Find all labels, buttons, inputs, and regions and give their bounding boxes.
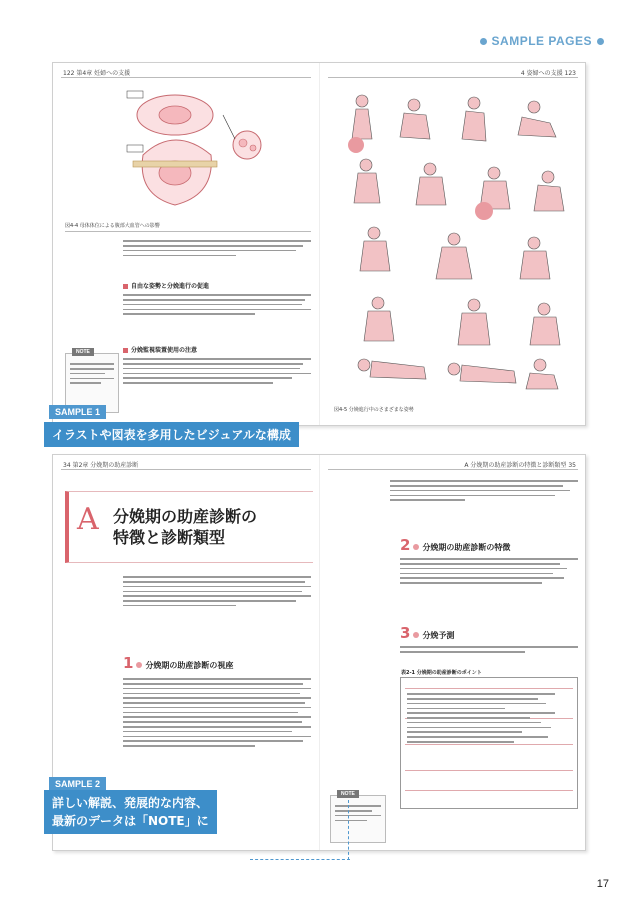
- table-text: [407, 690, 571, 806]
- subsection-number: 3: [400, 624, 411, 642]
- connector-line: [348, 800, 349, 860]
- subsection-number: 1: [123, 654, 134, 672]
- diagram-shapes: [133, 95, 261, 205]
- page-number-left: 122: [63, 70, 75, 77]
- spread1-left-page: [53, 63, 319, 425]
- rule: [328, 469, 578, 470]
- dot-icon: [136, 662, 142, 668]
- subsection-title: 分娩予測: [422, 631, 455, 640]
- chapter-title-line2: 特徴と診断類型: [113, 528, 226, 547]
- figure-caption-right: 図4-5 分娩進行中のさまざまな姿勢: [334, 407, 414, 413]
- note-text: [335, 802, 381, 838]
- chapter-title: [113, 506, 257, 548]
- rule: [328, 77, 578, 78]
- note-box: [330, 791, 386, 843]
- body-text-block: [400, 643, 578, 667]
- right-runhead: [464, 460, 576, 469]
- runhead-text: 第4章 妊婦への支援: [76, 70, 131, 77]
- spread2-right-page: [319, 455, 586, 850]
- page-number-right: 123: [564, 70, 576, 77]
- chapter-title-line1: 分娩期の助産診断の: [113, 507, 258, 526]
- page-number-right: 35: [568, 462, 576, 469]
- spread1-right-page: [319, 63, 586, 425]
- dot-icon: [413, 632, 419, 638]
- note-tag: NOTE: [72, 348, 94, 356]
- body-text-block: [123, 355, 311, 419]
- note-box: [65, 349, 119, 413]
- subsection-1-heading: [123, 653, 233, 672]
- sample-2-caption: [44, 790, 217, 834]
- subsection-title: 分娩期の助産診断の視座: [145, 661, 234, 670]
- figure-caption-left: 図4-4 母体体位による腹部大血管への影響: [65, 223, 160, 229]
- note-tag: NOTE: [337, 790, 359, 798]
- body-text-block: [400, 555, 578, 619]
- figures: [352, 95, 564, 389]
- sample-1-caption-text: イラストや図表を多用したビジュアルな構成: [52, 428, 291, 442]
- sample-2-caption-line2: 最新のデータは「NOTE」に: [52, 814, 209, 828]
- body-text-block: [123, 573, 311, 647]
- sample-pages-header: [475, 34, 609, 48]
- table-2-1: [400, 670, 578, 809]
- subsection-3-heading: [400, 623, 454, 642]
- sample-spread-1: [52, 62, 586, 426]
- body-text-block: [123, 291, 311, 343]
- sample-2-label: SAMPLE 2: [49, 777, 106, 791]
- page-number: 17: [596, 878, 609, 890]
- dot-icon: [597, 38, 604, 45]
- sample-1-label: SAMPLE 1: [49, 405, 106, 419]
- dot-icon: [480, 38, 487, 45]
- rule: [61, 77, 311, 78]
- section-heading-text: 分娩監視装置使用の注意: [131, 347, 198, 354]
- subsection-2-heading: [400, 535, 510, 554]
- dot-icon: [413, 544, 419, 550]
- header-badge-text: SAMPLE PAGES: [491, 34, 592, 48]
- runhead-text: 第2章 分娩期の助産診断: [72, 462, 139, 469]
- table-title: 表2-1 分娩期の助産診断のポイント: [401, 670, 482, 676]
- chapter-letter: A: [77, 502, 99, 537]
- birthing-positions-illustration: [334, 83, 578, 403]
- body-text-block: [123, 237, 311, 279]
- left-runhead: [63, 68, 130, 77]
- subsection-number: 2: [400, 536, 411, 554]
- rule: [65, 231, 311, 232]
- note-text: [70, 360, 114, 408]
- section-heading-1: [123, 281, 209, 290]
- section-heading-2: [123, 345, 197, 354]
- section-heading-text: 自由な姿勢と分娩進行の促進: [131, 283, 210, 290]
- runhead-text: 4 姿婦への支援: [520, 70, 563, 77]
- right-runhead: [521, 68, 576, 77]
- subsection-title: 分娩期の助産診断の特徴: [422, 543, 511, 552]
- page-number-left: 34: [63, 462, 71, 469]
- sample-2-caption-line1: 詳しい解説、発展的な内容、: [52, 796, 209, 810]
- connector-line: [250, 859, 350, 860]
- rule: [61, 469, 311, 470]
- table-row: [405, 688, 573, 689]
- left-runhead: [63, 460, 138, 469]
- uterus-diagram: [123, 85, 313, 217]
- chapter-title-box: [65, 491, 313, 563]
- sample-1-caption: [44, 422, 299, 447]
- runhead-text: A 分娩期の助産診断の特徴と診断類型: [464, 462, 567, 469]
- body-text-block: [390, 477, 578, 527]
